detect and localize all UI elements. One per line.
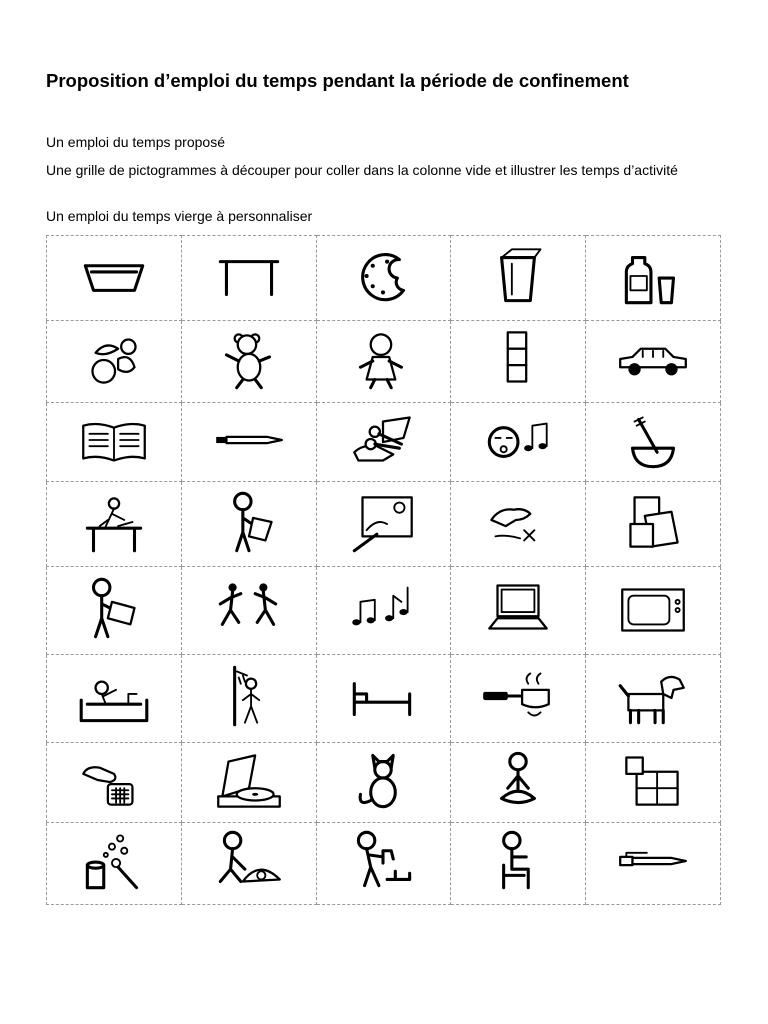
doll-icon <box>342 325 424 393</box>
dog-icon <box>612 662 694 730</box>
grid-cell <box>181 482 316 567</box>
grid-cell <box>586 236 721 321</box>
person-reading-icon <box>73 574 155 642</box>
grid-cell <box>47 403 182 482</box>
table-icon <box>208 242 290 310</box>
grid-cell <box>47 743 182 823</box>
grid-cell <box>316 403 451 482</box>
grid-cell <box>47 655 182 743</box>
cooking-pan-icon <box>477 662 559 730</box>
painting-icon <box>342 488 424 556</box>
grid-cell <box>586 321 721 403</box>
grid-cell <box>316 823 451 905</box>
grid-cell <box>316 567 451 655</box>
yogurt-pot-icon <box>477 242 559 310</box>
grid-cell <box>47 321 182 403</box>
grid-cell <box>181 236 316 321</box>
person-drawing-icon <box>208 488 290 556</box>
bath-icon <box>73 662 155 730</box>
open-book-icon <box>73 406 155 474</box>
cd-player-icon <box>208 746 290 814</box>
singing-face-icon <box>477 406 559 474</box>
page-title: Proposition d’emploi du temps pendant la période de confinement <box>46 70 629 91</box>
grid-cell <box>181 823 316 905</box>
grid-cell <box>586 743 721 823</box>
intro-line-1: Un emploi du temps proposé <box>46 134 225 150</box>
teddy-bear-icon <box>208 325 290 393</box>
grid-cell <box>451 823 586 905</box>
grid-cell <box>47 823 182 905</box>
grid-row <box>47 482 721 567</box>
grid-cell <box>181 321 316 403</box>
music-notes-icon <box>342 574 424 642</box>
stacked-blocks-icon <box>477 325 559 393</box>
cutting-paper-icon <box>342 406 424 474</box>
person-sitting-icon <box>477 827 559 895</box>
laptop-icon <box>477 574 559 642</box>
grid-cell <box>586 403 721 482</box>
pictogram-grid <box>46 235 721 905</box>
grid-cell <box>181 743 316 823</box>
grid-cell <box>451 482 586 567</box>
grid-cell <box>451 403 586 482</box>
grid-cell <box>451 743 586 823</box>
pencil-icon <box>208 406 290 474</box>
cookie-icon <box>342 242 424 310</box>
paper-sheets-icon <box>612 488 694 556</box>
grid-cell <box>316 321 451 403</box>
pen-icon <box>612 827 694 895</box>
grid-row <box>47 567 721 655</box>
grid-row <box>47 655 721 743</box>
dancing-children-icon <box>208 574 290 642</box>
grid-row <box>47 321 721 403</box>
grid-row <box>47 743 721 823</box>
meditation-icon <box>477 746 559 814</box>
car-icon <box>612 325 694 393</box>
grid-cell <box>451 655 586 743</box>
grid-cell <box>586 482 721 567</box>
grid-cell <box>181 655 316 743</box>
intro-line-3: Un emploi du temps vierge à personnaliser <box>46 208 313 224</box>
bottle-and-glass-icon <box>612 242 694 310</box>
soap-bubbles-icon <box>73 827 155 895</box>
grid-cell <box>586 655 721 743</box>
grid-row <box>47 823 721 905</box>
grid-cell <box>47 236 182 321</box>
grid-cell <box>586 823 721 905</box>
fruits-icon <box>73 325 155 393</box>
bowl-icon <box>73 242 155 310</box>
television-icon <box>612 574 694 642</box>
grid-cell <box>451 321 586 403</box>
person-at-desk-icon <box>73 488 155 556</box>
grid-cell <box>316 743 451 823</box>
shower-icon <box>208 662 290 730</box>
grid-cell <box>316 236 451 321</box>
intro-line-2: Une grille de pictogrammes à découper pour coller dans la colonne vide et illustrer les temps d’activité <box>46 162 678 178</box>
grid-row <box>47 403 721 482</box>
grid-cell <box>451 236 586 321</box>
hand-gluing-icon <box>477 488 559 556</box>
grid-cell <box>316 655 451 743</box>
cat-icon <box>342 746 424 814</box>
grid-cell <box>181 567 316 655</box>
grid-cell <box>181 403 316 482</box>
puzzle-icon <box>612 746 694 814</box>
grid-cell <box>451 567 586 655</box>
grid-cell <box>47 567 182 655</box>
grid-cell <box>316 482 451 567</box>
grid-cell <box>47 482 182 567</box>
phone-icon <box>73 746 155 814</box>
grid-row <box>47 236 721 321</box>
sandbox-play-icon <box>208 827 290 895</box>
person-at-sink-icon <box>342 827 424 895</box>
mixing-bowl-icon <box>612 406 694 474</box>
bed-icon <box>342 662 424 730</box>
grid-cell <box>586 567 721 655</box>
